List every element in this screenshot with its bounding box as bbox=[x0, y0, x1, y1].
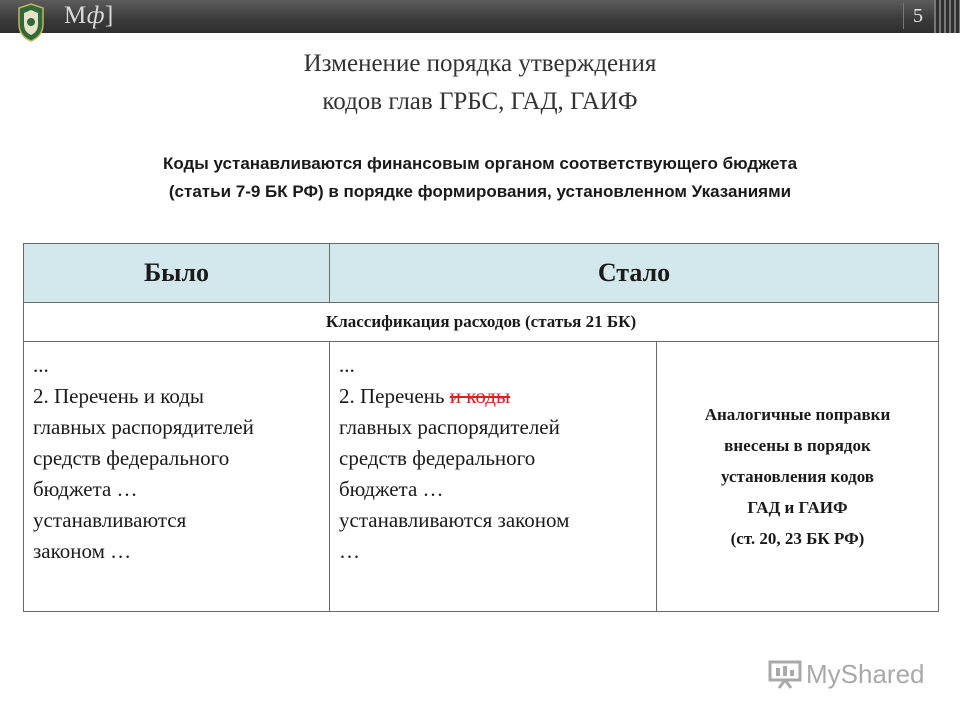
classification-row: Классификация расходов (статья 21 БК) bbox=[24, 302, 938, 342]
myshared-watermark bbox=[768, 656, 925, 692]
now-line: бюджета … bbox=[339, 477, 444, 501]
subtitle-line-2: (статьи 7-9 БК РФ) в порядке формирования, установленном Указаниями bbox=[168, 182, 792, 201]
subtitle bbox=[20, 150, 940, 206]
was-line: 2. Перечень и коды bbox=[33, 384, 205, 408]
now-line: устанавливаются законом bbox=[339, 508, 570, 532]
was-line: устанавливаются bbox=[33, 508, 187, 532]
slide-number: 5 bbox=[903, 3, 932, 29]
title-line-2: кодов глав ГРБС, ГАД, ГАИФ bbox=[322, 88, 638, 115]
column-header-now: Стало bbox=[330, 244, 938, 302]
was-line: законом … bbox=[33, 539, 132, 563]
brand-logo-text bbox=[64, 2, 114, 30]
ministry-emblem-icon bbox=[17, 2, 45, 42]
note-text bbox=[705, 399, 891, 554]
now-line: ... bbox=[339, 353, 355, 377]
now-cell bbox=[330, 342, 657, 611]
was-line: ... bbox=[33, 353, 49, 377]
brand-phi: ф bbox=[86, 2, 105, 29]
was-line: средств федерального bbox=[33, 446, 230, 470]
note-line: (ст. 20, 23 БК РФ) bbox=[730, 529, 865, 548]
now-line-with-strike bbox=[339, 381, 647, 412]
watermark-text: MyShared bbox=[806, 658, 925, 689]
now-line-prefix: 2. Перечень bbox=[339, 384, 450, 408]
title-line-1: Изменение порядка утверждения bbox=[303, 50, 657, 77]
note-line: ГАД и ГАИФ bbox=[747, 498, 848, 517]
was-line: главных распорядителей bbox=[33, 415, 254, 439]
note-line: внесены в порядок bbox=[724, 436, 871, 455]
brand-prefix: М bbox=[64, 2, 87, 29]
comparison-table bbox=[23, 243, 939, 612]
was-line: бюджета … bbox=[33, 477, 138, 501]
now-line: … bbox=[339, 539, 360, 563]
now-line: средств федерального bbox=[339, 446, 536, 470]
top-bar bbox=[0, 0, 960, 33]
note-cell bbox=[657, 342, 938, 611]
column-header-was: Было bbox=[24, 244, 330, 302]
brand-suffix: ] bbox=[104, 2, 114, 29]
presentation-icon bbox=[768, 659, 802, 689]
now-line: главных распорядителей bbox=[339, 415, 560, 439]
page-title bbox=[170, 45, 790, 121]
subtitle-line-1: Коды устанавливаются финансовым органом соответствующего бюджета bbox=[162, 154, 798, 173]
note-line: установления кодов bbox=[721, 467, 874, 486]
was-cell bbox=[24, 342, 330, 611]
struck-text: и коды bbox=[449, 384, 511, 408]
note-line: Аналогичные поправки bbox=[704, 405, 891, 424]
decorative-stripes bbox=[934, 0, 960, 33]
